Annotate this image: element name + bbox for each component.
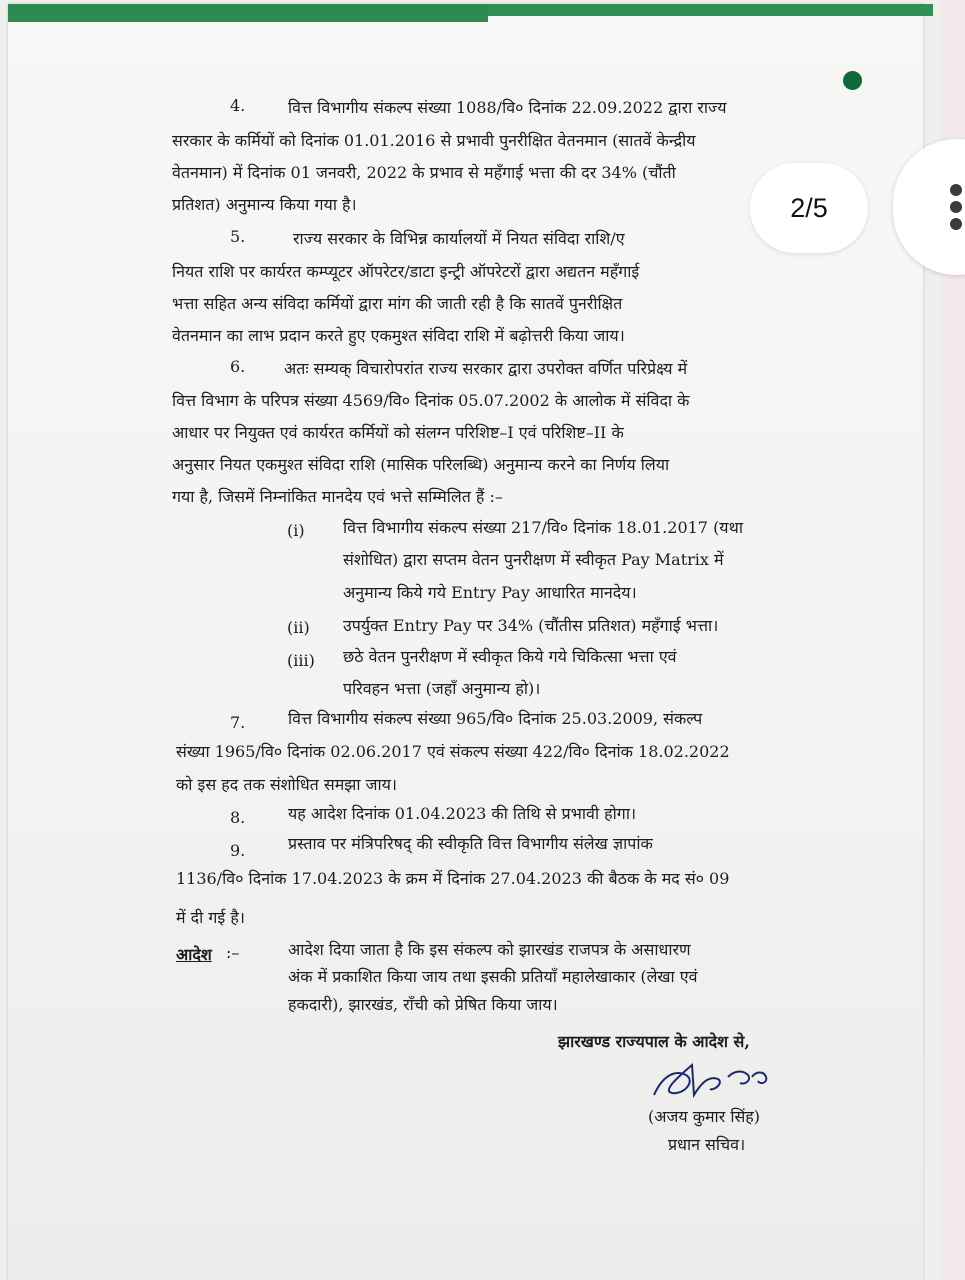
para-4-number: 4. [230,96,246,115]
page-indicator: 2/5 [750,163,868,253]
para-9-line-1: प्रस्ताव पर मंत्रिपरिषद् की स्वीकृति वित्त विभागीय संलेख ज्ञापांक [288,834,653,853]
item-iii-line-2: परिवहन भत्ता (जहाँ अनुमान्य हो)। [343,679,541,698]
para-5-line-4: वेतनमान का लाभ प्रदान करते हुए एकमुश्त संविदा राशि में बढ़ोत्तरी किया जाय। [172,326,625,345]
item-i-line-3: अनुमान्य किये गये Entry Pay आधारित मानदेय। [343,583,637,602]
para-6-line-4: अनुसार नियत एकमुश्त संविदा राशि (मासिक परिलब्धि) अनुमान्य करने का निर्णय लिया [172,455,670,474]
item-i-line-2: संशोधित) द्वारा सप्तम वेतन पुनरीक्षण में स्वीकृत Pay Matrix में [343,550,724,569]
para-6-line-3: आधार पर नियुक्त एवं कार्यरत कर्मियों को संलग्न परिशिष्ट–I एवं परिशिष्ट–II के [172,423,624,442]
para-5-number: 5. [230,227,246,246]
para-4-line-3: वेतनमान) में दिनांक 01 जनवरी, 2022 के प्रभाव से महँगाई भत्ता की दर 34% (चौंती [172,163,676,182]
para-4-line-1: वित्त विभागीय संकल्प संख्या 1088/वि० दिनांक 22.09.2022 द्वारा राज्य [288,98,727,117]
order-line-1: आदेश दिया जाता है कि इस संकल्प को झारखंड राजपत्र के असाधारण [288,940,691,959]
item-iii-label: (iii) [287,651,315,670]
para-6-number: 6. [230,357,246,376]
order-line-3: हकदारी), झारखंड, राँची को प्रेषित किया जाय। [288,995,558,1014]
para-6-line-1: अतः सम्यक् विचारोपरांत राज्य सरकार द्वारा उपरोक्त वर्णित परिप्रेक्ष्य में [284,359,688,378]
para-6-line-2: वित्त विभाग के परिपत्र संख्या 4569/वि० दिनांक 05.07.2002 के आलोक में संविदा के [172,391,690,410]
para-6-line-5: गया है, जिसमें निम्नांकित मानदेय एवं भत्ते सम्मिलित हैं :– [172,487,503,506]
signing-authority: झारखण्ड राज्यपाल के आदेश से, [558,1032,750,1051]
para-5-line-3: भत्ता सहित अन्य संविदा कर्मियों द्वारा मांग की जाती रही है कि सातवें पुनरीक्षित [172,294,623,313]
item-i-label: (i) [287,521,305,540]
item-ii-label: (ii) [287,618,310,637]
para-5-line-2: नियत राशि पर कार्यरत कम्प्यूटर ऑपरेटर/डाटा इन्ट्री ऑपरेटरों द्वारा अद्यतन महँगाई [172,262,640,281]
para-8-line-1: यह आदेश दिनांक 01.04.2023 की तिथि से प्रभावी होगा। [288,804,637,823]
para-7-line-1: वित्त विभागीय संकल्प संख्या 965/वि० दिनांक 25.03.2009, संकल्प [288,709,703,728]
para-7-line-3: को इस हद तक संशोधित समझा जाय। [176,775,397,794]
para-4-line-2: सरकार के कर्मियों को दिनांक 01.01.2016 से प्रभावी पुनरीक्षित वेतनमान (सातवें केन्द्रीय [172,131,696,150]
item-i-line-1: वित्त विभागीय संकल्प संख्या 217/वि० दिनांक 18.01.2017 (यथा [343,518,743,537]
para-4-line-4: प्रतिशत) अनुमान्य किया गया है। [172,195,357,214]
order-label: आदेश [176,945,212,964]
para-9-line-2: 1136/वि० दिनांक 17.04.2023 के क्रम में दिनांक 27.04.2023 की बैठक के मद सं० 09 [176,869,730,888]
signatory-designation: प्रधान सचिव। [668,1135,746,1154]
order-line-2: अंक में प्रकाशित किया जाय तथा इसकी प्रतियाँ महालेखाकार (लेखा एवं [288,967,698,986]
item-ii-line-1: उपर्युक्त Entry Pay पर 34% (चौंतीस प्रतिशत) महँगाई भत्ता। [343,616,719,635]
order-separator: :– [226,943,240,962]
para-7-line-2: संख्या 1965/वि० दिनांक 02.06.2017 एवं संकल्प संख्या 422/वि० दिनांक 18.02.2022 [176,742,730,761]
para-8-number: 8. [230,808,246,827]
para-7-number: 7. [230,713,246,732]
signatory-name: (अजय कुमार सिंह) [648,1107,761,1126]
para-5-line-1: राज्य सरकार के विभिन्न कार्यालयों में नियत संविदा राशि/ए [293,229,625,248]
para-9-line-3: में दी गई है। [176,908,245,927]
item-iii-line-1: छठे वेतन पुनरीक्षण में स्वीकृत किये गये चिकित्सा भत्ता एवं [343,647,677,666]
para-9-number: 9. [230,841,246,860]
